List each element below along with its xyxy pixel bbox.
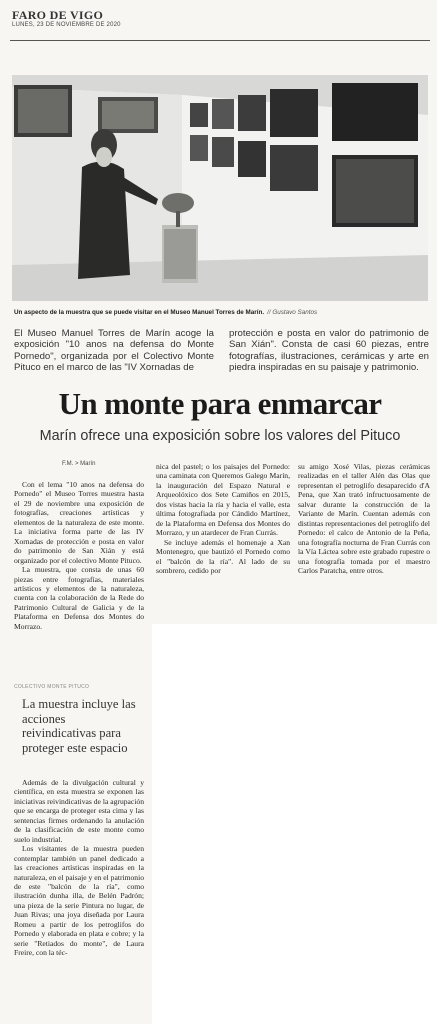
exhibition-photo bbox=[12, 75, 428, 301]
pullquote: La muestra incluye las acciones reivindicativas para proteger este espacio bbox=[22, 697, 136, 755]
photo-credit: // Gustavo Santos bbox=[267, 309, 318, 316]
caption-text: Un aspecto de la muestra que se puede visitar en el Museo Manuel Torres de Marín. bbox=[14, 309, 265, 316]
article-column-2 bbox=[156, 462, 290, 575]
subheadline: Marín ofrece una exposición sobre los valores del Pituco bbox=[39, 428, 401, 444]
summary-right: protección e posta en valor do patrimonio de San Xián". Consta de casi 60 piezas, entre fotografías, ilustraciones, cerámicas y arte en piedra inspiradas en su paisaje y patrimonio. bbox=[229, 328, 429, 373]
paragraph: nica del pastel; o los paisajes del Pornedo: una caminata con Queremos Galego Marín, la inauguración del Espazo Natural e Arqueolóxico dos Sete Camiños en 2015, dos vistas hacia la ría y hacia el valle, esta última fotografiada por Cándido Martínez, de la Plataforma en Defensa dos Montes do Morrazo, y un atardecer de Fran Currás. bbox=[156, 462, 290, 538]
summary-left: El Museo Manuel Torres de Marín acoge la exposición "10 anos na defensa do Monte Pornedo", organizada por el Colectivo Monte Pituco en el marco de las "IV Xornadas de bbox=[14, 328, 214, 373]
newspaper-masthead: FARO DE VIGO bbox=[12, 8, 104, 22]
article-column-1 bbox=[14, 480, 144, 631]
paragraph: Con el lema "10 anos na defensa do Pornedo" el Museo Torres muestra hasta el 29 de noviembre una exposición de fotografías, creaciones artísticas y elementos de la naturaleza de este monte. La iniciativa forma parte de las IV Xornadas de protección e posta en valor do patrimonio de San Xián y está organizado por el colectivo Monte Pituco. bbox=[14, 480, 144, 565]
article-column-3 bbox=[298, 462, 430, 575]
paragraph: Se incluye además el homenaje a Xan Montenegro, que bautizó el Pornedo como el "balcón de la ría". Al lado de su sombrero, cedido por bbox=[156, 537, 290, 575]
photo-caption bbox=[14, 309, 428, 316]
paragraph: su amigo Xosé Vilas, piezas cerámicas realizadas en el taller Alén das Olas que representan el petroglifo desaparecido d'A Pena, que Xan trató infructuosamente de salvar durante la construcción de la Variante de Marín. Cuentan además con distintas representaciones del petroglifo del Pornedo: el calco de Antonio de la Peña, una fotografía nocturna de Fran Currás con la Vía Láctea sobre este grabado rupestre o una fotografía tomada por el maestro Carlos Paratcha, entre otros. bbox=[298, 462, 431, 575]
blank-area bbox=[152, 624, 437, 1024]
issue-date: LUNES, 23 DE NOVIEMBRE DE 2020 bbox=[12, 22, 121, 28]
article-column-1b bbox=[14, 778, 144, 958]
headline: Un monte para enmarcar bbox=[58, 386, 382, 421]
pullquote-label: COLECTIVO MONTE PITUCO bbox=[14, 684, 90, 690]
paragraph: Además de la divulgación cultural y científica, en esta muestra se exponen las iniciativas reivindicativas de la agrupación que se encarga de proteger esta cima y las sentencias firmes ordenando la anulación de la clasificación de este monte como suelo industrial. bbox=[14, 778, 144, 844]
paragraph: La muestra, que consta de unas 60 piezas entre fotografías, materiales artísticos y elementos de la naturaleza, cuenta con la colaboración de la Rede do Patrimonio Cultural de Galicia y de la Plataforma en Defensa dos Montes do Morrazo. bbox=[14, 565, 144, 631]
byline: F.M. > Marín bbox=[62, 461, 96, 467]
paragraph: Los visitantes de la muestra pueden contemplar también un panel dedicado a las creaciones artísticas inspiradas en la naturaleza, en el paisaje y en el patrimonio de este "balcón de la ría", como ilustración dunha illa, de Belén Padrón; una pieza de la serie Pintura no lugar, de Juan Rivas; una joya diseñada por Laura Romeu a partir de los petroglifos do Pornedo y elaborada en plata e cobre; y la serie "Retiados do monte", de Laura Freire, con la téc- bbox=[14, 844, 144, 958]
exhibition-photo-illustration bbox=[12, 75, 428, 301]
header-rule bbox=[10, 40, 430, 41]
